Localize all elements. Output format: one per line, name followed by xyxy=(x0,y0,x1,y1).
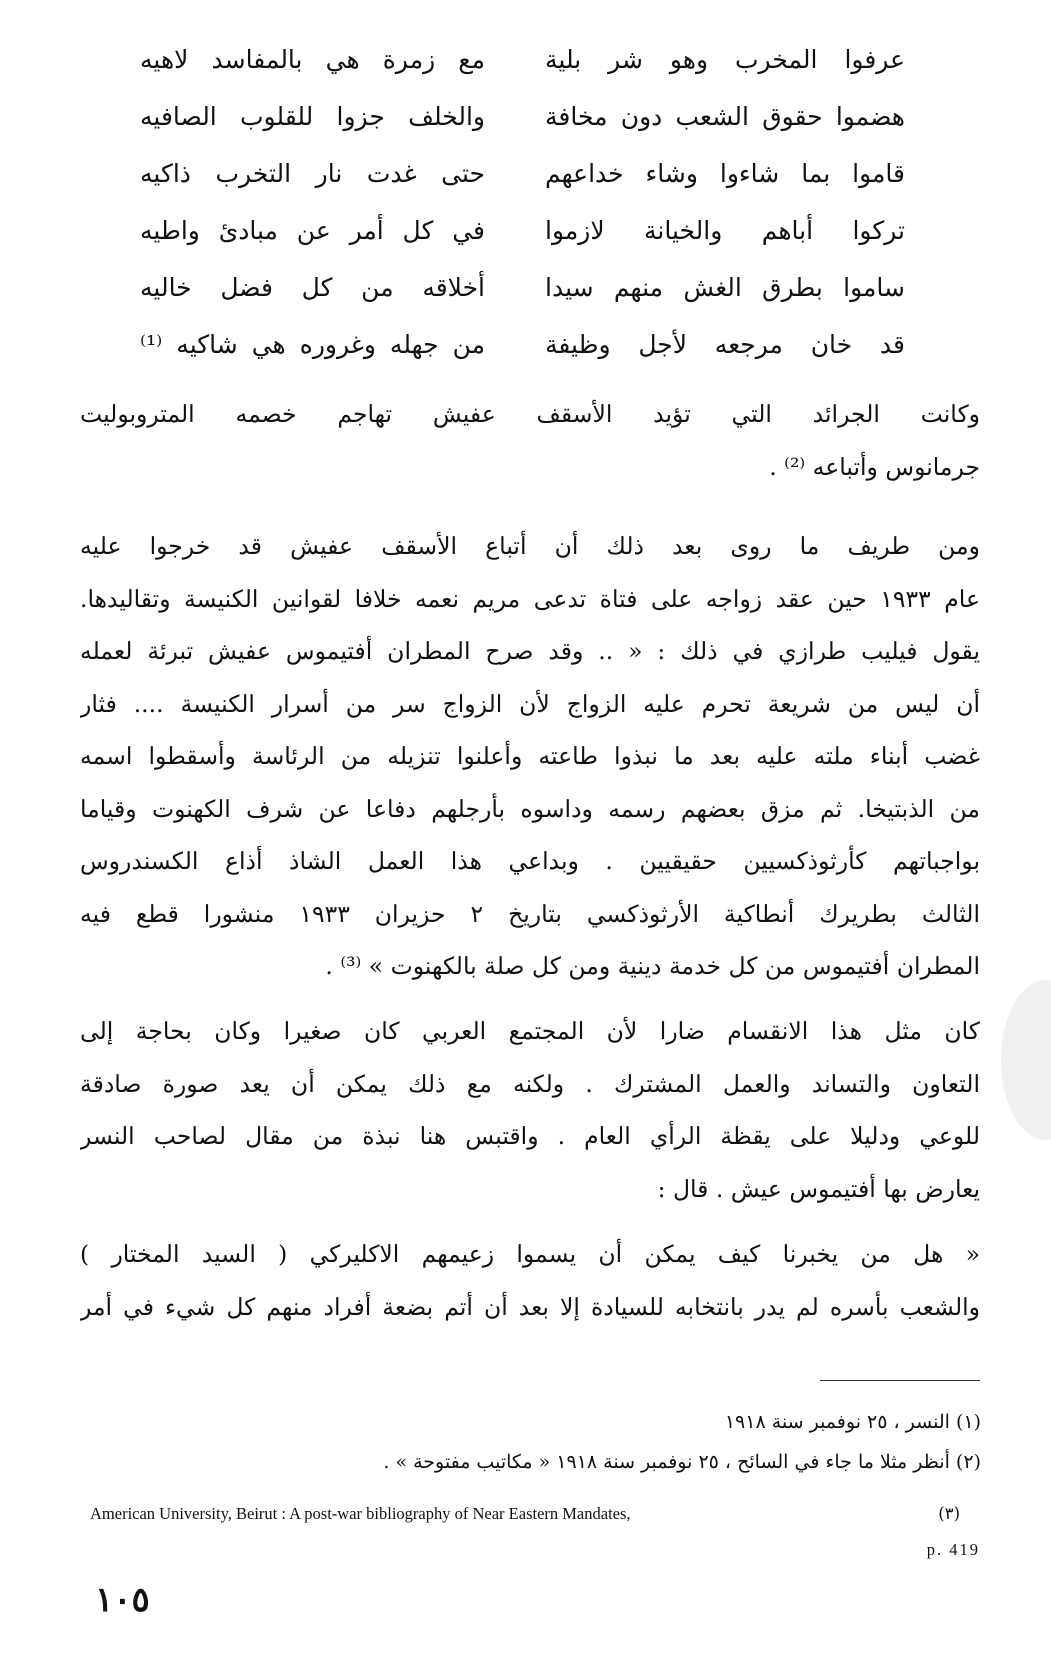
footnote-separator xyxy=(820,1380,980,1381)
paragraph-newspapers xyxy=(80,388,980,493)
poem-verse xyxy=(0,40,1051,97)
poem-verse xyxy=(0,268,1051,325)
verse-first-hemistich: ساموا بطرق الغش منهم سيدا xyxy=(545,273,905,302)
text-line: للوعي ودليلا على يقظة الرأي العام . واقتبس هنا نبذة من مقال لصاحب النسر xyxy=(80,1122,980,1150)
text-line: كان مثل هذا الانقسام ضارا لأن المجتمع العربي كان صغيرا وكان بحاجة إلى xyxy=(80,1017,980,1045)
verse-first-hemistich: عرفوا المخرب وهو شر بلية xyxy=(545,45,905,74)
text-line: من الذبتيخا. ثم مزق بعضهم رسمه وداسوه بأرجلهم دفاعا عن شرف الكهنوت وقياما xyxy=(80,794,980,823)
poem-verse xyxy=(0,211,1051,268)
text-line: غضب أبناء ملته عليه بعد ما نبذوا طاعته وأعلنوا تنزيله من الرئاسة وأسقطوا اسمه xyxy=(80,742,980,770)
text-line: الثالث بطريرك أنطاكية الأرثوذكسي بتاريخ ٢ حزيران ١٩٣٣ منشورا قطع فيه xyxy=(80,899,980,928)
text-line: والشعب بأسره لم يدر بانتخابه للسيادة إلا بعد أن أتم بضعة أفراد منهم كل شيء في أمر xyxy=(80,1292,980,1321)
poem-verse xyxy=(0,154,1051,211)
verse-first-hemistich: تركوا أباهم والخيانة لازموا xyxy=(545,216,905,245)
footnote-3-text: American University, Beirut : A post-war bibliography of Near Eastern Mandates, xyxy=(90,1504,631,1523)
text-line: يقول فيليب طرازي في ذلك : « .. وقد صرح المطران أفتيموس عفيش تبرئة لعمله xyxy=(80,637,980,665)
text-line: « هل من يخبرنا كيف يمكن أن يسموا زعيمهم الاكليركي ( السيد المختار ) xyxy=(80,1240,980,1268)
text-line: ومن طريف ما روى بعد ذلك أن أتباع الأسقف عفيش قد خرجوا عليه xyxy=(80,532,980,560)
verse-second-hemistich: حتى غدت نار التخرب ذاكيه xyxy=(140,159,485,188)
footnote-3 xyxy=(90,1502,960,1526)
text-line: التعاون والتساند والعمل المشترك . ولكنه مع ذلك يمكن أن يعد صورة صادقة xyxy=(80,1069,980,1098)
footnote-3-continuation: p. 419 xyxy=(926,1540,980,1559)
verse-second-hemistich: والخلف جزوا للقلوب الصافيه xyxy=(140,102,485,131)
verse-second-hemistich: مع زمرة هي بالمفاسد لاهيه xyxy=(140,45,485,74)
text-line: وكانت الجرائد التي تؤيد الأسقف عفيش تهاجم خصمه المتروبوليت xyxy=(80,400,980,428)
verse-second-hemistich: في كل أمر عن مبادئ واطيه xyxy=(140,216,485,245)
poem-verse xyxy=(0,97,1051,154)
verse-first-hemistich: هضموا حقوق الشعب دون مخافة xyxy=(545,102,905,131)
text-line: يعارض بها أفتيموس عيش . قال : xyxy=(657,1174,980,1203)
verse-first-hemistich: قاموا بما شاءوا وشاء خداعهم xyxy=(545,159,905,188)
page-edge-shadow xyxy=(1001,980,1051,1140)
text-line: بواجباتهم كأرثوذكسيين حقيقيين . وبداعي هذا العمل الشاذ أذاع الكسندروس xyxy=(80,847,980,875)
paragraph-quote xyxy=(80,1228,980,1333)
paragraph-marriage xyxy=(80,520,980,993)
text-line: عام ١٩٣٣ حين عقد زواجه على فتاة تدعى مريم نعمه خلافا لقوانين الكنيسة وتقاليدها. xyxy=(80,584,980,613)
footnote-1: (١) النسر ، ٢٥ نوفمبر سنة ١٩١٨ xyxy=(724,1411,981,1433)
verse-second-hemistich: أخلاقه من كل فضل خاليه xyxy=(140,273,485,302)
paragraph-division xyxy=(80,1005,980,1215)
footnote-2: (٢) أنظر مثلا ما جاء في السائح ، ٢٥ نوفمبر سنة ١٩١٨ « مكاتيب مفتوحة » . xyxy=(383,1451,981,1473)
page-number: ١٠٥ xyxy=(95,1580,150,1620)
verse-first-hemistich: قد خان مرجعه لأجل وظيفة xyxy=(545,330,905,359)
footnote-3-marker: (٣) xyxy=(938,1504,960,1523)
text-line: أن ليس من شريعة تحرم عليه الزواج لأن الزواج سر من أسرار الكنيسة .... فثار xyxy=(80,689,980,718)
verse-second-hemistich: من جهله وغروره هي شاكيه ⁽¹⁾ xyxy=(140,330,485,359)
poem xyxy=(0,40,1051,382)
text-line: جرمانوس وأتباعه ⁽²⁾ . xyxy=(769,452,980,481)
poem-verse xyxy=(0,325,1051,382)
text-line: المطران أفتيموس من كل خدمة دينية ومن كل صلة بالكهنوت » ⁽³⁾ . xyxy=(325,952,980,980)
